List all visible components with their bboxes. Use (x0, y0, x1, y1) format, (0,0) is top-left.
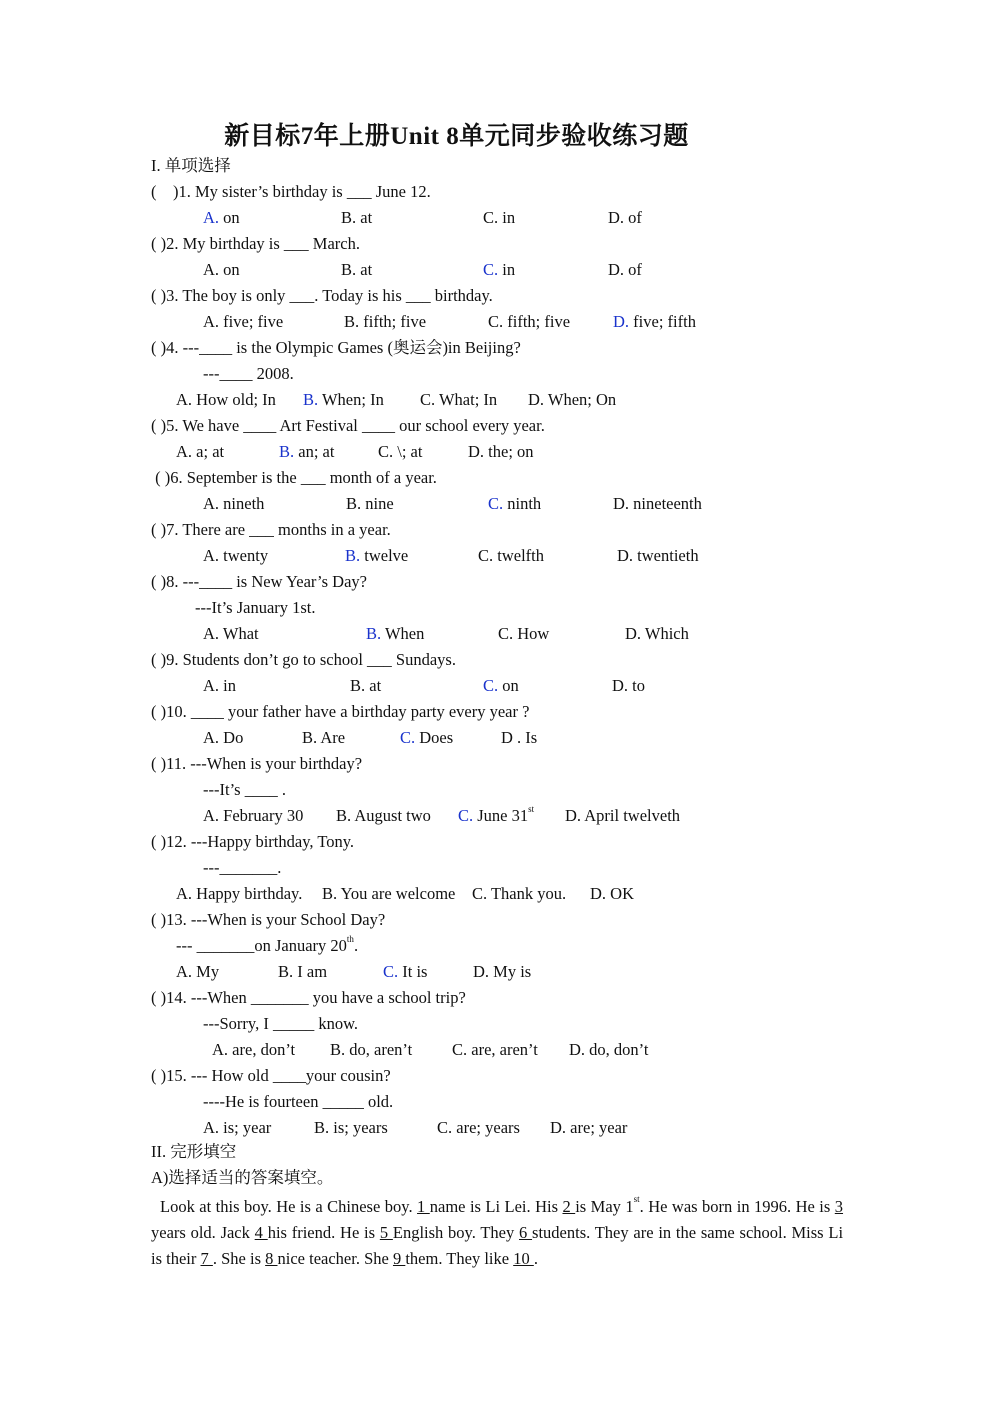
blank-4: 4 (254, 1223, 268, 1242)
option-letter: D. (612, 676, 629, 695)
question-13-option-d (473, 960, 531, 984)
option-letter: B. (341, 208, 357, 227)
question-8-option-d (625, 622, 689, 646)
option-letter: A. (176, 442, 193, 461)
option-letter: A. (203, 806, 220, 825)
option-letter: C. (452, 1040, 468, 1059)
option-letter: A. (203, 1118, 220, 1137)
question-11-option-c (458, 804, 534, 828)
question-13-option-c (383, 960, 427, 984)
option-text: at (365, 676, 382, 695)
option-text: of (624, 208, 642, 227)
superscript: th (346, 934, 354, 944)
question-5-stem: ( )5. We have ____ Art Festival ____ our school every year. (151, 416, 545, 435)
option-text: February 30 (219, 806, 304, 825)
passage-text: name is Li Lei. His (429, 1197, 563, 1216)
question-3-option-c (488, 310, 570, 334)
option-text: fifth; five (359, 312, 427, 331)
option-letter: A. (203, 624, 220, 643)
option-text: a; at (192, 442, 225, 461)
question-5-option-d (468, 440, 534, 464)
question-6-option-d (613, 492, 702, 516)
option-text: in (498, 208, 516, 227)
option-text: are, aren’t (467, 1040, 538, 1059)
passage-text: . She is (212, 1249, 266, 1268)
option-letter: D. (613, 494, 630, 513)
option-letter: D. (608, 260, 625, 279)
passage-text: . He was born in 1996. He is (639, 1197, 835, 1216)
question-2-option-a (203, 258, 240, 282)
reply-text: ---It’s January 1st. (195, 598, 316, 617)
passage-text: them. They like (405, 1249, 514, 1268)
question-6-option-b (346, 492, 394, 516)
option-letter: B. (366, 624, 382, 643)
option-text: How (513, 624, 550, 643)
question-14-option-a (212, 1038, 295, 1062)
option-letter: A. (203, 728, 220, 747)
question-14-stem: ( )14. ---When _______ you have a school trip? (151, 988, 466, 1007)
question-4-stem: ( )4. ---____ is the Olympic Games (奥运会)in Beijing? (151, 338, 521, 357)
question-7-option-a (203, 544, 268, 568)
passage-text: his friend. He is (267, 1223, 380, 1242)
option-letter: D. (590, 884, 607, 903)
option-text: is; years (329, 1118, 388, 1137)
passage-text: . (533, 1249, 538, 1268)
option-text: April twelveth (581, 806, 681, 825)
question-13-stem: ( )13. ---When is your School Day? (151, 910, 386, 929)
option-text: on (219, 208, 240, 227)
option-letter: A. (203, 546, 220, 565)
option-letter: D. (528, 390, 545, 409)
option-text: in (219, 676, 237, 695)
option-letter: B. (302, 728, 318, 747)
option-text: at (356, 208, 373, 227)
question-3-option-b (344, 310, 426, 334)
option-text: \; at (393, 442, 423, 461)
superscript: st (633, 1194, 640, 1204)
reply-text-end: . (353, 936, 359, 955)
option-text: Happy birthday. (192, 884, 303, 903)
question-3-option-a (203, 310, 283, 334)
option-letter: D. (613, 312, 630, 331)
question-14-option-b (330, 1038, 412, 1062)
option-letter: B. (345, 546, 361, 565)
cloze-instruction: A)选择适当的答案填空。 (151, 1168, 334, 1187)
reply-text: ---_______. (203, 858, 282, 877)
reply-text: ---Sorry, I _____ know. (203, 1014, 359, 1033)
question-9-option-a (203, 674, 236, 698)
option-text: When; In (318, 390, 384, 409)
question-11-stem: ( )11. ---When is your birthday? (151, 754, 363, 773)
option-text: My is (489, 962, 532, 981)
option-text: twentieth (633, 546, 699, 565)
option-text: My (192, 962, 220, 981)
option-letter: C. (383, 962, 399, 981)
blank-10: 10 (513, 1249, 534, 1268)
section-heading-cloze: II. 完形填空 (151, 1142, 237, 1161)
option-letter: C. (472, 884, 488, 903)
option-text: are, don’t (228, 1040, 296, 1059)
blank-5: 5 (379, 1223, 393, 1242)
option-letter: C. (483, 676, 499, 695)
option-text: Thank you. (487, 884, 567, 903)
option-text: fifth; five (503, 312, 571, 331)
passage-text: English boy. They (392, 1223, 520, 1242)
blank-1: 1 (417, 1197, 430, 1216)
question-9-stem: ( )9. Students don’t go to school ___ Sundays. (151, 650, 456, 669)
option-text: on (219, 260, 240, 279)
option-text: Which (641, 624, 689, 643)
option-text: nineth (219, 494, 265, 513)
question-11-option-d (565, 804, 680, 828)
option-text: are; year (566, 1118, 628, 1137)
option-text: do, aren’t (345, 1040, 413, 1059)
passage-text: students. They are in the same school. Miss Li is their (151, 1223, 844, 1268)
option-text: to (628, 676, 646, 695)
question-12-option-c (472, 882, 566, 906)
question-6-option-c (488, 492, 541, 516)
question-8-option-c (498, 622, 549, 646)
option-letter: B. (278, 962, 294, 981)
question-1-option-a (203, 206, 240, 230)
option-text: is; year (219, 1118, 272, 1137)
question-15-option-b (314, 1116, 388, 1140)
blank-7: 7 (200, 1249, 213, 1268)
option-text: do, don’t (585, 1040, 649, 1059)
option-letter: C. (478, 546, 494, 565)
option-letter: B. (341, 260, 357, 279)
option-letter: C. (498, 624, 514, 643)
question-9-option-c (483, 674, 519, 698)
option-text: I am (293, 962, 328, 981)
question-13-option-b (278, 960, 327, 984)
option-letter: A. (203, 312, 220, 331)
question-9-option-b (350, 674, 381, 698)
option-text: June 31 (473, 806, 529, 825)
question-2-stem: ( )2. My birthday is ___ March. (151, 234, 360, 253)
option-letter: D. (569, 1040, 586, 1059)
question-12-reply (203, 856, 281, 880)
option-letter: D. (468, 442, 485, 461)
option-letter: D. (550, 1118, 567, 1137)
option-text: at (356, 260, 373, 279)
option-letter: B. (314, 1118, 330, 1137)
option-letter: D. (565, 806, 582, 825)
question-2-option-d (608, 258, 642, 282)
option-text: five; fifth (629, 312, 696, 331)
question-7-option-d (617, 544, 699, 568)
question-5-option-a (176, 440, 224, 464)
question-10-stem: ( )10. ____ your father have a birthday party every year ? (151, 702, 530, 721)
option-text: on (498, 676, 519, 695)
option-letter: A. (203, 494, 220, 513)
reply-text: ----He is fourteen _____ old. (203, 1092, 394, 1111)
option-text: What (219, 624, 259, 643)
question-10-option-b (302, 726, 345, 750)
passage-text: Look at this boy. He is a Chinese boy. (160, 1197, 418, 1216)
option-text: an; at (294, 442, 335, 461)
option-letter: A. (212, 1040, 229, 1059)
option-text: How old; In (192, 390, 276, 409)
option-letter: C. (483, 208, 499, 227)
cloze-passage (151, 1194, 843, 1272)
question-5-option-c (378, 440, 422, 464)
question-15-option-a (203, 1116, 271, 1140)
blank-3: 3 (834, 1197, 844, 1216)
option-text: OK (606, 884, 635, 903)
option-letter: A. (203, 260, 220, 279)
question-14-option-d (569, 1038, 648, 1062)
question-11-option-a (203, 804, 303, 828)
option-letter: C. (437, 1118, 453, 1137)
passage-text: years old. Jack (151, 1223, 255, 1242)
question-12-option-a (176, 882, 302, 906)
option-letter: D (501, 728, 513, 747)
blank-8: 8 (265, 1249, 278, 1268)
option-text: You are welcome (337, 884, 456, 903)
question-3-option-d (613, 310, 696, 334)
superscript: st (528, 804, 535, 814)
reply-text: ---It’s ____ . (203, 780, 286, 799)
question-11-option-b (336, 804, 431, 828)
option-text: When; On (544, 390, 617, 409)
question-1-option-b (341, 206, 372, 230)
option-text: twelve (360, 546, 409, 565)
option-text: When (381, 624, 425, 643)
option-text: ninth (503, 494, 542, 513)
question-6-stem: ( )6. September is the ___ month of a year. (151, 468, 437, 487)
option-letter: D. (625, 624, 642, 643)
question-7-option-c (478, 544, 544, 568)
option-text: twenty (219, 546, 269, 565)
option-letter: D. (473, 962, 490, 981)
question-14-option-c (452, 1038, 538, 1062)
question-2-option-c (483, 258, 515, 282)
question-12-option-d (590, 882, 634, 906)
option-letter: B. (279, 442, 295, 461)
question-11-reply (203, 778, 286, 802)
question-10-option-c (400, 726, 453, 750)
option-letter: B. (330, 1040, 346, 1059)
option-letter: A. (176, 390, 193, 409)
option-letter: C. (488, 312, 504, 331)
blank-6: 6 (519, 1223, 533, 1242)
option-letter: C. (488, 494, 504, 513)
question-4-option-a (176, 388, 276, 412)
option-text: August two (351, 806, 431, 825)
option-text: What; In (435, 390, 498, 409)
question-9-option-d (612, 674, 645, 698)
question-10-option-d (501, 726, 537, 750)
question-8-option-a (203, 622, 259, 646)
blank-2: 2 (562, 1197, 576, 1216)
option-text: nine (361, 494, 394, 513)
question-12-option-b (322, 882, 455, 906)
option-letter: C. (458, 806, 474, 825)
question-7-stem: ( )7. There are ___ months in a year. (151, 520, 391, 539)
option-letter: C. (400, 728, 416, 747)
option-letter: A. (176, 962, 193, 981)
question-14-reply (203, 1012, 358, 1036)
question-15-option-c (437, 1116, 520, 1140)
question-8-option-b (366, 622, 424, 646)
question-15-stem: ( )15. --- How old ____your cousin? (151, 1066, 391, 1085)
option-text: five; five (219, 312, 284, 331)
reply-text: ---____ 2008. (203, 364, 294, 383)
question-4-option-d (528, 388, 616, 412)
section-heading-multiple-choice: I. 单项选择 (151, 156, 231, 175)
passage-text: is May 1 (575, 1197, 634, 1216)
option-text: twelfth (493, 546, 545, 565)
question-13-option-a (176, 960, 219, 984)
question-13-reply (176, 934, 358, 958)
question-4-reply (203, 362, 294, 386)
question-1-option-d (608, 206, 642, 230)
option-letter: B. (336, 806, 352, 825)
option-text: are; years (452, 1118, 520, 1137)
option-letter: B. (350, 676, 366, 695)
question-3-stem: ( )3. The boy is only ___. Today is his ___ birthday. (151, 286, 493, 305)
option-text: Do (219, 728, 244, 747)
option-text: Are (317, 728, 346, 747)
option-text: nineteenth (629, 494, 702, 513)
question-10-option-a (203, 726, 243, 750)
option-letter: C. (420, 390, 436, 409)
question-4-option-b (303, 388, 384, 412)
question-15-option-d (550, 1116, 627, 1140)
option-letter: A. (203, 208, 220, 227)
option-letter: B. (346, 494, 362, 513)
option-letter: B. (344, 312, 360, 331)
option-text: the; on (484, 442, 534, 461)
blank-9: 9 (392, 1249, 406, 1268)
question-12-stem: ( )12. ---Happy birthday, Tony. (151, 832, 355, 851)
question-1-option-c (483, 206, 515, 230)
option-letter: C. (378, 442, 394, 461)
question-7-option-b (345, 544, 408, 568)
question-4-option-c (420, 388, 497, 412)
question-5-option-b (279, 440, 334, 464)
option-letter: A. (203, 676, 220, 695)
option-text: in (498, 260, 516, 279)
question-8-reply (195, 596, 316, 620)
option-letter: A. (176, 884, 193, 903)
question-2-option-b (341, 258, 372, 282)
option-text: . Is (512, 728, 538, 747)
option-letter: B. (322, 884, 338, 903)
option-text: It is (398, 962, 428, 981)
reply-text: --- _______on January 20 (176, 936, 347, 955)
option-letter: B. (303, 390, 319, 409)
question-6-option-a (203, 492, 264, 516)
page-title: 新目标7年上册Unit 8单元同步验收练习题 (224, 123, 689, 150)
question-15-reply (203, 1090, 393, 1114)
option-letter: C. (483, 260, 499, 279)
passage-text: nice teacher. She (277, 1249, 393, 1268)
option-letter: D. (608, 208, 625, 227)
option-letter: D. (617, 546, 634, 565)
option-text: of (624, 260, 642, 279)
question-1-stem: ( )1. My sister’s birthday is ___ June 12. (151, 182, 431, 201)
question-8-stem: ( )8. ---____ is New Year’s Day? (151, 572, 367, 591)
option-text: Does (415, 728, 454, 747)
